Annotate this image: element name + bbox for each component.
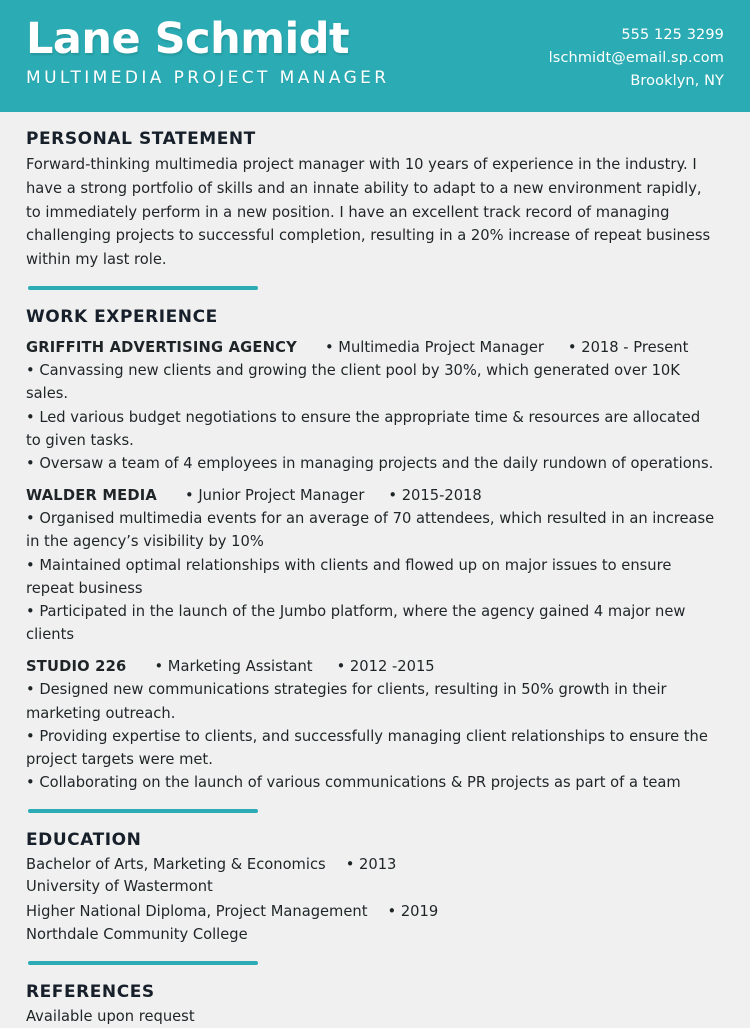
job-bullet: • Canvassing new clients and growing the client pool by 30%, which generated over 10K sales. (26, 362, 680, 403)
resume-header (0, 0, 750, 112)
job-role: • Multimedia Project Manager (324, 339, 544, 357)
job-bullet: • Providing expertise to clients, and successfully managing client relationships to ensure the project targets were met. (26, 727, 708, 769)
job-role: • Marketing Assistant (154, 658, 313, 676)
contact-location: Brooklyn, NY (630, 72, 724, 89)
job-company: WALDER MEDIA (26, 487, 157, 505)
job-entry (26, 339, 724, 475)
job-dates: • 2018 - Present (567, 339, 689, 357)
job-bullet-list (26, 359, 724, 475)
job-header-row (26, 658, 724, 675)
resume-body (0, 112, 750, 1028)
job-dates: • 2012 -2015 (336, 658, 435, 676)
job-bullet-list (26, 678, 724, 794)
section-references (26, 965, 724, 1028)
contact-email: lschmidt@email.sp.com (548, 49, 724, 66)
job-header-row (26, 339, 724, 356)
job-role: • Junior Project Manager (185, 487, 365, 505)
education-institution: Northdale Community College (26, 925, 248, 943)
education-heading: EDUCATION (26, 829, 142, 850)
education-degree-row (26, 901, 724, 924)
contact-info (549, 14, 724, 93)
education-year: • 2019 (387, 903, 439, 921)
work-experience-heading: WORK EXPERIENCE (26, 307, 218, 328)
job-entry (26, 487, 724, 646)
contact-phone: 555 125 3299 (621, 27, 724, 43)
job-bullet: • Maintained optimal relationships with clients and flowed up on major issues to ensure repeat business (26, 556, 672, 597)
education-degree: Bachelor of Arts, Marketing & Economics (26, 855, 326, 873)
education-entry (26, 901, 724, 947)
section-personal-statement (26, 112, 724, 290)
job-bullet: • Designed new communications strategies for clients, resulting in 50% growth in their marketing outreach. (26, 681, 667, 722)
job-bullet: • Participated in the launch of the Jumbo platform, where the agency gained 4 major new clients (26, 603, 686, 644)
education-year: • 2013 (345, 855, 397, 873)
references-text: Available upon request (26, 1007, 195, 1025)
education-entry (26, 854, 724, 900)
education-degree: Higher National Diploma, Project Management (26, 903, 368, 921)
section-education (26, 813, 724, 965)
job-company: GRIFFITH ADVERTISING AGENCY (26, 339, 297, 357)
job-bullet: • Oversaw a team of 4 employees in managing projects and the daily rundown of operations. (26, 454, 714, 472)
job-bullet: • Collaborating on the launch of various communications & PR projects as part of a team (26, 774, 681, 792)
references-heading: REFERENCES (26, 981, 155, 1002)
job-header-row (26, 487, 724, 504)
personal-statement-heading: PERSONAL STATEMENT (26, 129, 256, 149)
section-work-experience (26, 290, 724, 813)
header-identity (26, 14, 390, 88)
personal-statement-text: Forward-thinking multimedia project manager with 10 years of experience in the industry. I have a strong portfolio of skills and an innate ability to adapt to a new environment rapidly, to immediately perform in a new position. I have an excellent track record of managing challenging projects to successful completion, resulting in a 20% increase of repeat business within my last role. (26, 156, 711, 269)
job-bullet: • Led various budget negotiations to ensure the appropriate time & resources are allocated to given tasks. (26, 408, 701, 449)
education-degree-row (26, 854, 724, 877)
job-dates: • 2015-2018 (388, 487, 482, 505)
job-bullet-list (26, 507, 724, 646)
candidate-name: Lane Schmidt (26, 14, 350, 64)
education-institution: University of Wastermont (26, 878, 213, 896)
job-entry (26, 658, 724, 794)
candidate-job-title: MULTIMEDIA PROJECT MANAGER (26, 68, 390, 89)
job-bullet: • Organised multimedia events for an average of 70 attendees, which resulted in an increase in the agency’s visibility by 10% (26, 510, 715, 551)
job-company: STUDIO 226 (26, 658, 127, 676)
